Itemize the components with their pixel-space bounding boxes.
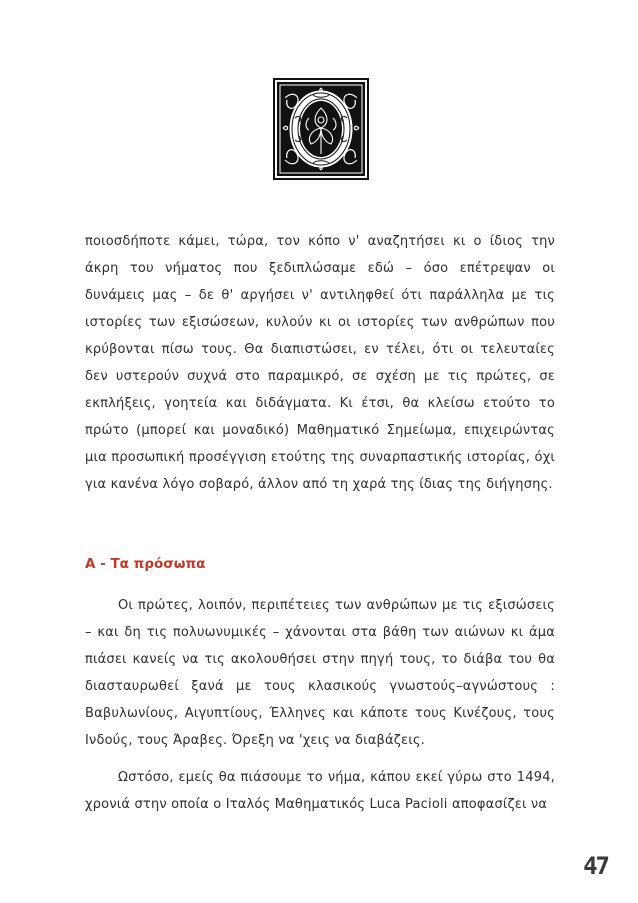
intro-paragraph: ποιοσδήποτε κάμει, τώρα, τον κόπο ν' αναζητήσει κι ο ίδιος την άκρη του νήματος που ξεδιπλώσαμε εδώ – όσο επέτρεψαν οι δυνάμεις μας – δε θ' αργήσει ν' αντιληφθεί ότι παράλληλα με τις ιστορίες των εξισώσεων, κυλούν κι οι ιστορίες των ανθρώπων που κρύβονται πίσω τους. Θα διαπιστώσει, εν τέλει, ότι οι τελευταίες δεν υστερούν συχνά στο παραμικρό, σε σχέση με τις πρώτες, σε εκπλήξεις, γοητεία και διδάγματα. Κι έτσι, θα κλείσω ετούτο το πρώτο (μπορεί και μοναδικό) Μαθηματικό Σημείωμα, επιχειρώντας μια προσωπική προσέγγιση ετούτης της συναρπαστικής ιστορίας, όχι για κανένα λόγο σοβαρό, άλλον από τη χαρά της ίδιας της διήγησης.	[85, 234, 555, 492]
page-number: 47	[583, 852, 608, 880]
section-paragraph-2: Ωστόσο, εμείς θα πιάσουμε το νήμα, κάπου εκεί γύρω στο 1494, χρονιά στην οποία ο Ιταλός Μαθηματικός Luca Pacioli αποφασίζει να	[85, 770, 555, 812]
section-paragraph-1: Οι πρώτες, λοιπόν, περιπέτειες των ανθρώπων με τις εξισώσεις – και δη τις πολυωνυμικές – χάνονται στα βάθη των αιώνων κι άμα πιάσει κανείς να τις ακολουθήσει στην πηγή τους, το διάβα του θα διασταυρωθεί ξανά με τους κλασικούς γνωστούς–αγνώστους : Βαβυλωνίους, Αιγυπτίους, Έλληνες και κάποτε τους Κινέζους, τους Ινδούς, τους Άραβες. Όρεξη να 'χεις να διαβάζεις.	[85, 598, 555, 748]
decorative-initial-o-icon	[273, 78, 369, 180]
section-heading: Α - Τα πρόσωπα	[85, 556, 206, 572]
